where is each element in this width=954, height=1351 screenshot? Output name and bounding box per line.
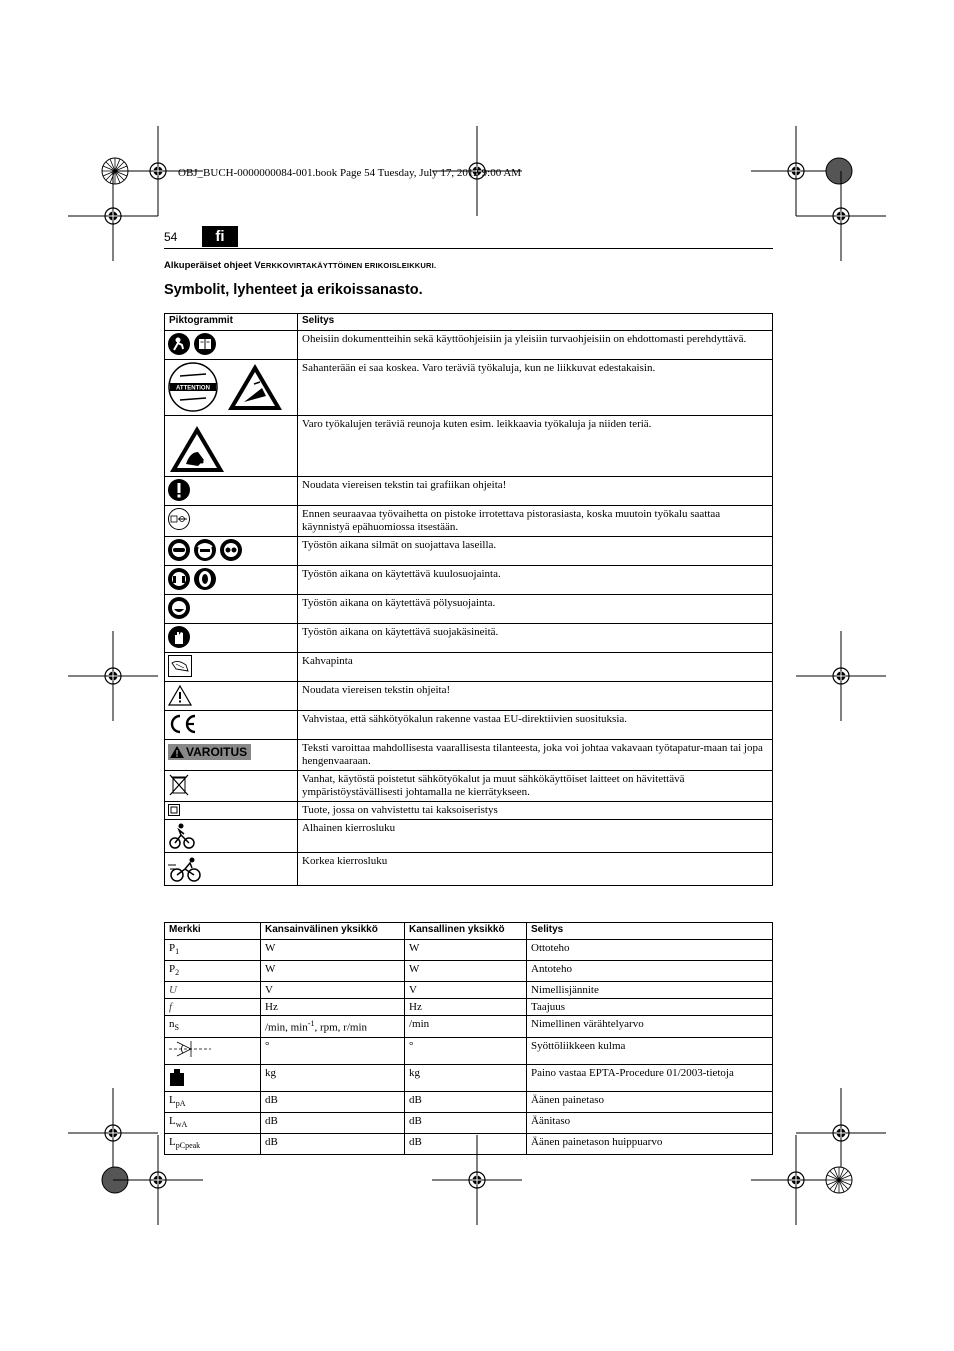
ear-muffs-icon xyxy=(194,568,216,590)
table-row: Varo työkalujen teräviä reunoja kuten esim. leikkaavia työkaluja ja niiden teriä. xyxy=(165,416,773,477)
table-row: $L_{pCpeak}$ dB dB Äänen painetason huippuarvo xyxy=(165,1133,773,1154)
ear-protection-icon xyxy=(168,568,190,590)
dust-mask-icon xyxy=(168,597,190,619)
safety-glasses-icon xyxy=(220,539,242,561)
eye-protection-icon xyxy=(168,539,190,561)
crossed-bin-icon xyxy=(168,773,190,797)
table-row: ATTENTION Sahanterään ei saa koskea. Varo teräviä työkaluja, kun ne liikkuvat edestakaisin. xyxy=(165,360,773,416)
warning-triangle-icon xyxy=(168,684,192,706)
sharp-edge-warning-icon xyxy=(168,424,226,474)
language-tab: fi xyxy=(202,226,238,247)
table-row: f Hz Hz Taajuus xyxy=(165,999,773,1016)
low-speed-icon xyxy=(168,822,196,850)
table-row: $P_2$ W W Antoteho xyxy=(165,961,773,982)
table-row: Noudata viereisen tekstin tai grafiikan ohjeita! xyxy=(165,477,773,506)
column-header: Kansallinen yksikkö xyxy=(405,923,527,940)
table-row: Vahvistaa, että sähkötyökalun rakenne vastaa EU-direktiivien suosituksia. xyxy=(165,711,773,740)
column-header: Selitys xyxy=(527,923,773,940)
table-row: U V V Nimellisjännite xyxy=(165,982,773,999)
table-row: Noudata viereisen tekstin ohjeita! xyxy=(165,682,773,711)
ce-mark-icon xyxy=(168,713,198,735)
table-row: $n_S$ /min, $\min^{-1}$, rpm, r/min /min Nimellinen värähtelyarvo xyxy=(165,1016,773,1037)
table-row: ° ° Syöttöliikkeen kulma xyxy=(165,1037,773,1064)
blade-warning-icon xyxy=(226,362,284,412)
feed-angle-icon xyxy=(169,1039,213,1059)
table-row: $L_{wA}$ dB dB Äänitaso xyxy=(165,1112,773,1133)
table-header-row xyxy=(165,314,773,331)
unplug-icon xyxy=(168,508,190,530)
column-header: Piktogrammit xyxy=(165,314,298,331)
table-row: kg kg Paino vastaa EPTA-Procedure 01/2003-tietoja xyxy=(165,1064,773,1091)
table-row: Vanhat, käytöstä poistetut sähkötyökalut ja muut sähkökäyttöiset laitteet on hävitettävä ympäristöystävällisesti johtamalla ne kierrätykseen. xyxy=(165,771,773,802)
page-header xyxy=(164,226,773,249)
table-row: Kahvapinta xyxy=(165,653,773,682)
table-row: $L_{pA}$ dB dB Äänen painetaso xyxy=(165,1091,773,1112)
column-header: Merkki xyxy=(165,923,261,940)
table-row: Alhainen kierrosluku xyxy=(165,820,773,853)
read-manual-icon xyxy=(168,333,190,355)
exclamation-icon xyxy=(168,479,190,501)
units-table xyxy=(164,922,773,1155)
table-row: Työstön aikana silmät on suojattava laseilla. xyxy=(165,537,773,566)
high-speed-icon xyxy=(168,855,202,883)
print-slug: OBJ_BUCH-0000000084-001.book Page 54 Tuesday, July 17, 2012 9:00 AM xyxy=(178,167,522,179)
table-row: Työstön aikana on käytettävä kuulosuojainta. xyxy=(165,566,773,595)
column-header: Kansainvälinen yksikkö xyxy=(261,923,405,940)
warning-sign-icon xyxy=(170,746,184,758)
table-row: Ennen seuraavaa työvaihetta on pistoke irrotettava pistorasiasta, koska muutoin työkalu saattaa käynnistyä epähuomiossa itsestään. xyxy=(165,506,773,537)
table-row: Oheisiin dokumentteihin sekä käyttöohjeisiin ja yleisiin turvaohjeisiin on ehdottomasti perehdyttävä. xyxy=(165,331,773,360)
saw-blade-attention-icon xyxy=(168,362,218,412)
table-header-row xyxy=(165,923,773,940)
table-row: Korkea kierrosluku xyxy=(165,853,773,886)
table-row: VAROITUS Teksti varoittaa mahdollisesta vaarallisesta tilanteesta, joka voi johtaa vakavaan työtapatur-maan tai jopa hengenvaaraan. xyxy=(165,740,773,771)
protective-gloves-icon xyxy=(168,626,190,648)
document-subtitle: Alkuperäiset ohjeet VERKKOVIRTAKÄYTTÖINEN ERIKOISLEIKKURI. xyxy=(164,260,437,271)
section-title: Symbolit, lyhenteet ja erikoissanasto. xyxy=(164,282,423,298)
table-row: Tuote, jossa on vahvistettu tai kaksoiseristys xyxy=(165,802,773,820)
attention-label: ATTENTION xyxy=(176,385,210,392)
table-row: $P_1$ W W Ottoteho xyxy=(165,940,773,961)
table-row: Työstön aikana on käytettävä suojakäsineitä. xyxy=(165,624,773,653)
page-number: 54 xyxy=(164,230,178,244)
table-row: Työstön aikana on käytettävä pölysuojainta. xyxy=(165,595,773,624)
weight-icon xyxy=(169,1068,185,1086)
column-header: Selitys xyxy=(298,314,773,331)
double-insulation-icon xyxy=(168,804,180,816)
face-shield-icon xyxy=(194,539,216,561)
warning-badge: VAROITUS xyxy=(168,744,251,760)
symbols-table xyxy=(164,313,773,886)
grip-surface-icon xyxy=(168,655,192,677)
manual-book-icon xyxy=(194,333,216,355)
